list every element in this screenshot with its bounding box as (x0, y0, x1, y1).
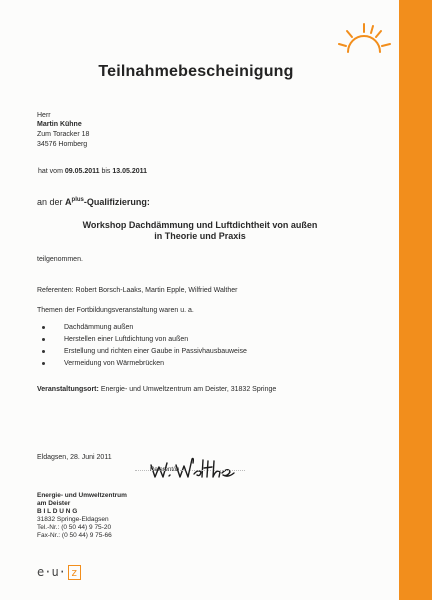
recipient-name: Martin Kühne (37, 121, 82, 128)
recipient-city: 34576 Homberg (37, 141, 88, 148)
workshop-title (50, 220, 350, 242)
org-phone: Tel.-Nr.: (0 50 44) 9 75-20 (37, 524, 112, 531)
attendance-period (38, 167, 147, 176)
period-from: 09.05.2011 (64, 168, 100, 175)
org-fax: Fax-Nr.: (0 50 44) 9 75-66 (37, 532, 112, 539)
bullet-icon (42, 362, 45, 365)
period-prefix: hat vom (38, 168, 63, 175)
participated-text: teilgenommen. (37, 256, 83, 263)
bullet-icon (42, 338, 45, 341)
list-item: Dachdämmung außen (64, 324, 134, 331)
recipient-street: Zum Toracker 18 (37, 131, 90, 138)
qualification-prefix: an der (37, 197, 63, 207)
qualification-line (37, 195, 150, 208)
venue-value: Energie- und Umweltzentrum am Deister, 31832 Springe (100, 386, 277, 393)
list-item: Vermeidung von Wärmebrücken (64, 360, 164, 367)
venue-line (37, 385, 276, 394)
topics-intro: Themen der Fortbildungsveranstaltung waren u. a. (37, 307, 194, 314)
list-item: Erstellung und richten einer Gaube in Passivhausbauweise (64, 348, 247, 355)
document-title: Teilnahmebescheinigung (98, 63, 294, 80)
org-name-line1: Energie- und Umweltzentrum (37, 492, 127, 499)
speakers-line: Referenten: Robert Borsch-Laaks, Martin Epple, Wilfried Walther (37, 287, 238, 294)
euz-logo (37, 563, 81, 581)
period-connector: bis (101, 168, 111, 175)
qualification-suffix: -Qualifizierung: (83, 197, 150, 207)
org-address: 31832 Springe-Eldagsen (37, 516, 109, 523)
org-name-line3: B I L D U N G (37, 508, 78, 515)
venue-label: Veranstaltungsort: (37, 386, 99, 393)
logo-text: e·u· (37, 565, 66, 579)
workshop-title-line1: Workshop Dachdämmung und Luftdichtheit von außen (82, 220, 318, 230)
bullet-icon (42, 350, 45, 353)
signature-role: Referent/in (150, 467, 180, 473)
bullet-icon (42, 326, 45, 329)
period-to: 13.05.2011 (112, 168, 148, 175)
place-date: Eldagsen, 28. Juni 2011 (37, 454, 112, 461)
qualification-a: A (65, 197, 72, 207)
recipient-salutation: Herr (37, 112, 51, 119)
sun-icon (338, 18, 394, 68)
qualification-plus: plus (71, 197, 84, 203)
orange-side-stripe (399, 0, 432, 600)
workshop-title-line2: in Theorie und Praxis (154, 231, 246, 241)
list-item: Herstellen einer Luftdichtung von außen (64, 336, 189, 343)
org-name-line2: am Deister (37, 500, 71, 507)
logo-box: z (68, 565, 81, 580)
